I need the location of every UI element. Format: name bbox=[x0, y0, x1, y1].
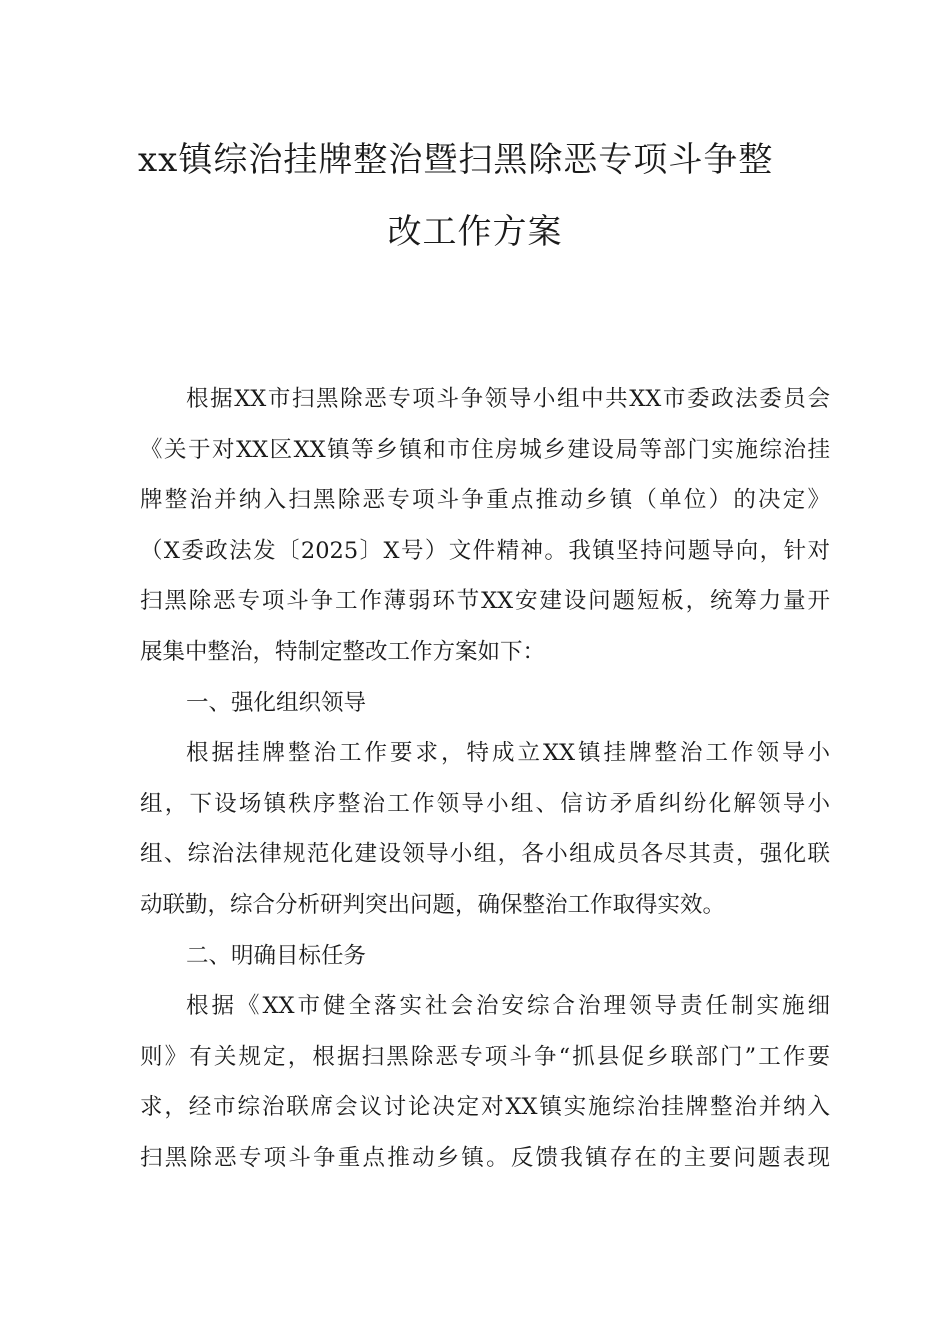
body-line: 求，经市综治联席会议讨论决定对XX镇实施综治挂牌整治并纳入 bbox=[140, 1094, 830, 1121]
section-heading: 二、明确目标任务 bbox=[186, 942, 367, 969]
document-title-line-2: 改工作方案 bbox=[387, 212, 563, 252]
body-line: 组、综治法律规范化建设领导小组，各小组成员各尽其责，强化联 bbox=[140, 841, 830, 868]
body-line: 根据挂牌整治工作要求，特成立XX镇挂牌整治工作领导小 bbox=[186, 740, 830, 767]
body-line: （X委政法发〔2025〕X号）文件精神。我镇坚持问题导向，针对 bbox=[140, 537, 830, 564]
body-line: 则》有关规定，根据扫黑除恶专项斗争“抓县促乡联部门”工作要 bbox=[140, 1043, 830, 1070]
body-line: 扫黑除恶专项斗争工作薄弱环节XX安建设问题短板，统筹力量开 bbox=[140, 588, 830, 615]
document-title-line-1: xx镇综治挂牌整治暨扫黑除恶专项斗争整 bbox=[138, 140, 774, 180]
body-line: 组，下设场镇秩序整治工作领导小组、信访矛盾纠纷化解领导小 bbox=[140, 790, 830, 817]
body-line: 牌整治并纳入扫黑除恶专项斗争重点推动乡镇（单位）的决定》 bbox=[140, 487, 830, 514]
body-line: 扫黑除恶专项斗争重点推动乡镇。反馈我镇存在的主要问题表现 bbox=[140, 1144, 830, 1171]
body-line: 动联勤，综合分析研判突出问题，确保整治工作取得实效。 bbox=[140, 891, 726, 918]
body-line: 根据XX市扫黑除恶专项斗争领导小组中共XX市委政法委员会 bbox=[186, 386, 830, 412]
document-body bbox=[140, 374, 830, 1184]
body-line: 根据《XX市健全落实社会治安综合治理领导责任制实施细 bbox=[186, 993, 830, 1020]
body-line: 展集中整治，特制定整改工作方案如下： bbox=[140, 638, 546, 665]
body-line: 《关于对XX区XX镇等乡镇和市住房城乡建设局等部门实施综治挂 bbox=[140, 436, 830, 463]
section-heading: 一、强化组织领导 bbox=[186, 689, 367, 716]
